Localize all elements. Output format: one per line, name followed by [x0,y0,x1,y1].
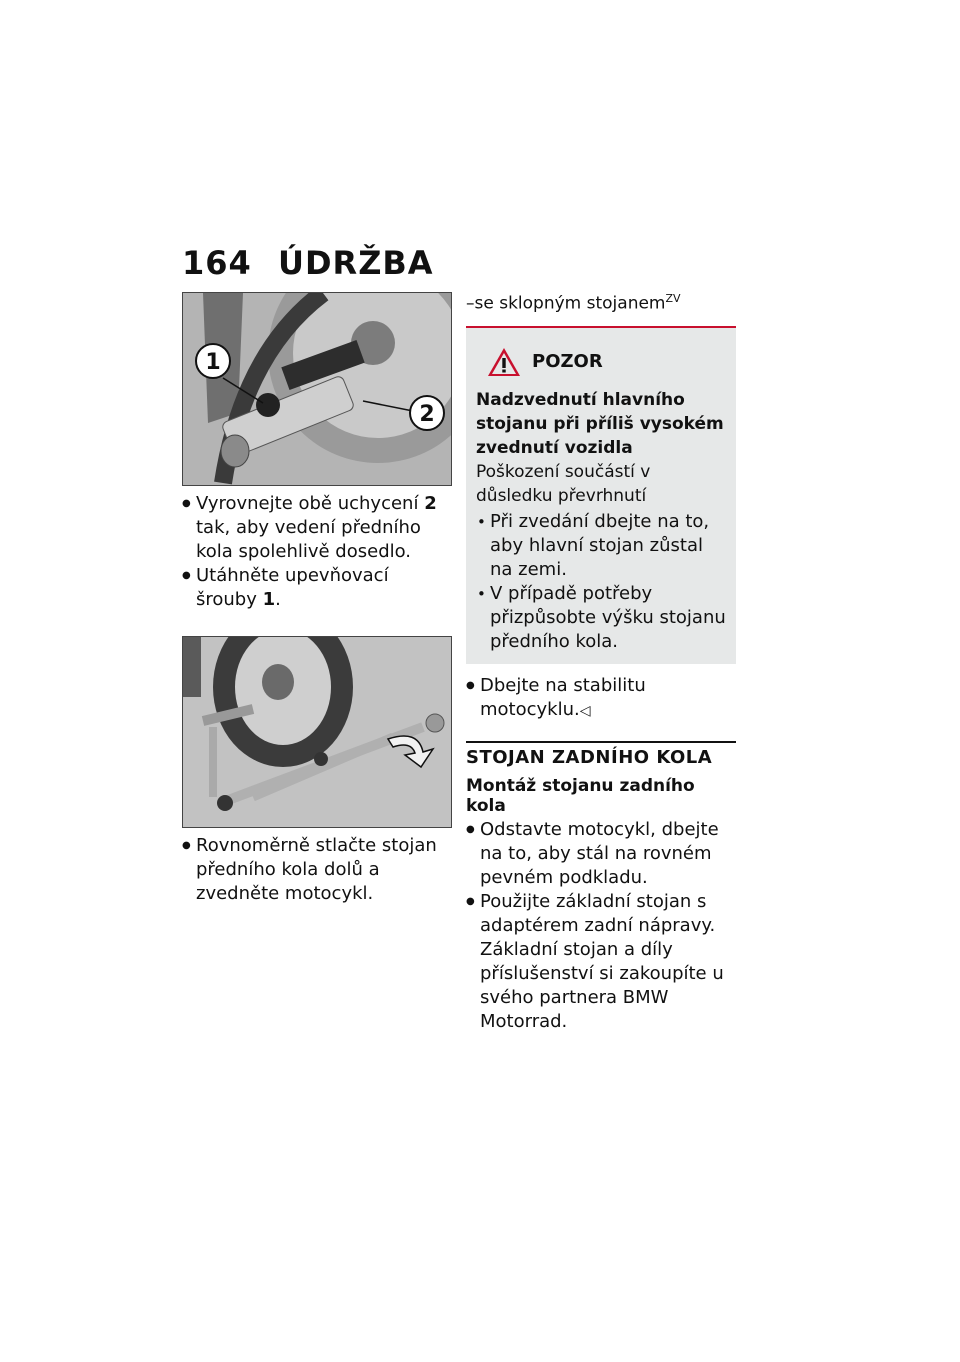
stability-list [466,674,736,723]
left-column [182,292,452,906]
list-item: ● Použijte základní stojan s adaptérem zadní nápravy. Základní stojan a díly příslušenství si zakoupíte u svého partnera BMW Motorrad. [466,890,736,1034]
list-item: • V případě potřeby přizpůsobte výšku stojanu předního kola. [476,582,726,654]
warning-triangle-icon [486,346,522,378]
page-header [182,244,434,282]
variant-subtitle: –se sklopným stojanem$^{ZV}$ [466,292,681,314]
warning-text: Poškození součástí v důsledku převrhnutí [476,461,651,506]
callout-2: 2 [419,402,435,427]
warning-title: Nadzvednutí hlavního stojanu při příliš vysokém zvednutí vozidla [476,389,724,458]
rear-stand-list [466,818,736,1034]
rear-stand-section-title: STOJAN ZADNÍHO KOLA [466,741,736,768]
right-column [466,292,736,1034]
end-mark-icon: ◁ [579,702,591,719]
lift-stand-illustration [183,637,451,827]
figure-front-stand-mount [182,292,452,486]
list-item: ● Vyrovnejte obě uchycení 2 tak, aby vedení předního kola spolehlivě dosedlo. [182,492,452,564]
warning-header [486,346,726,378]
list-item: ● Utáhněte upevňovací šrouby 1. [182,564,452,612]
rear-stand-subhead: Montáž stojanu zadního kola [466,775,695,816]
callout-1: 1 [205,350,221,375]
list-item: ● Dbejte na stabilitu motocyklu.◁ [466,674,736,723]
list-item: ● Odstavte motocykl, dbejte na to, aby stál na rovném pevném podkladu. [466,818,736,890]
list-item: ● Rovnoměrně stlačte stojan předního kola dolů a zvedněte motocykl. [182,834,452,906]
lift-steps-list [182,834,452,906]
list-item: • Při zvedání dbejte na to, aby hlavní stojan zůstal na zemi. [476,510,726,582]
figure-front-stand-lift [182,636,452,828]
page-number: 164 [182,244,252,282]
mount-steps-list [182,492,452,612]
warning-list [476,510,726,654]
section-title: ÚDRŽBA [278,244,434,282]
warning-box [466,326,736,664]
front-stand-illustration [183,293,451,485]
warning-label: POZOR [532,351,603,373]
